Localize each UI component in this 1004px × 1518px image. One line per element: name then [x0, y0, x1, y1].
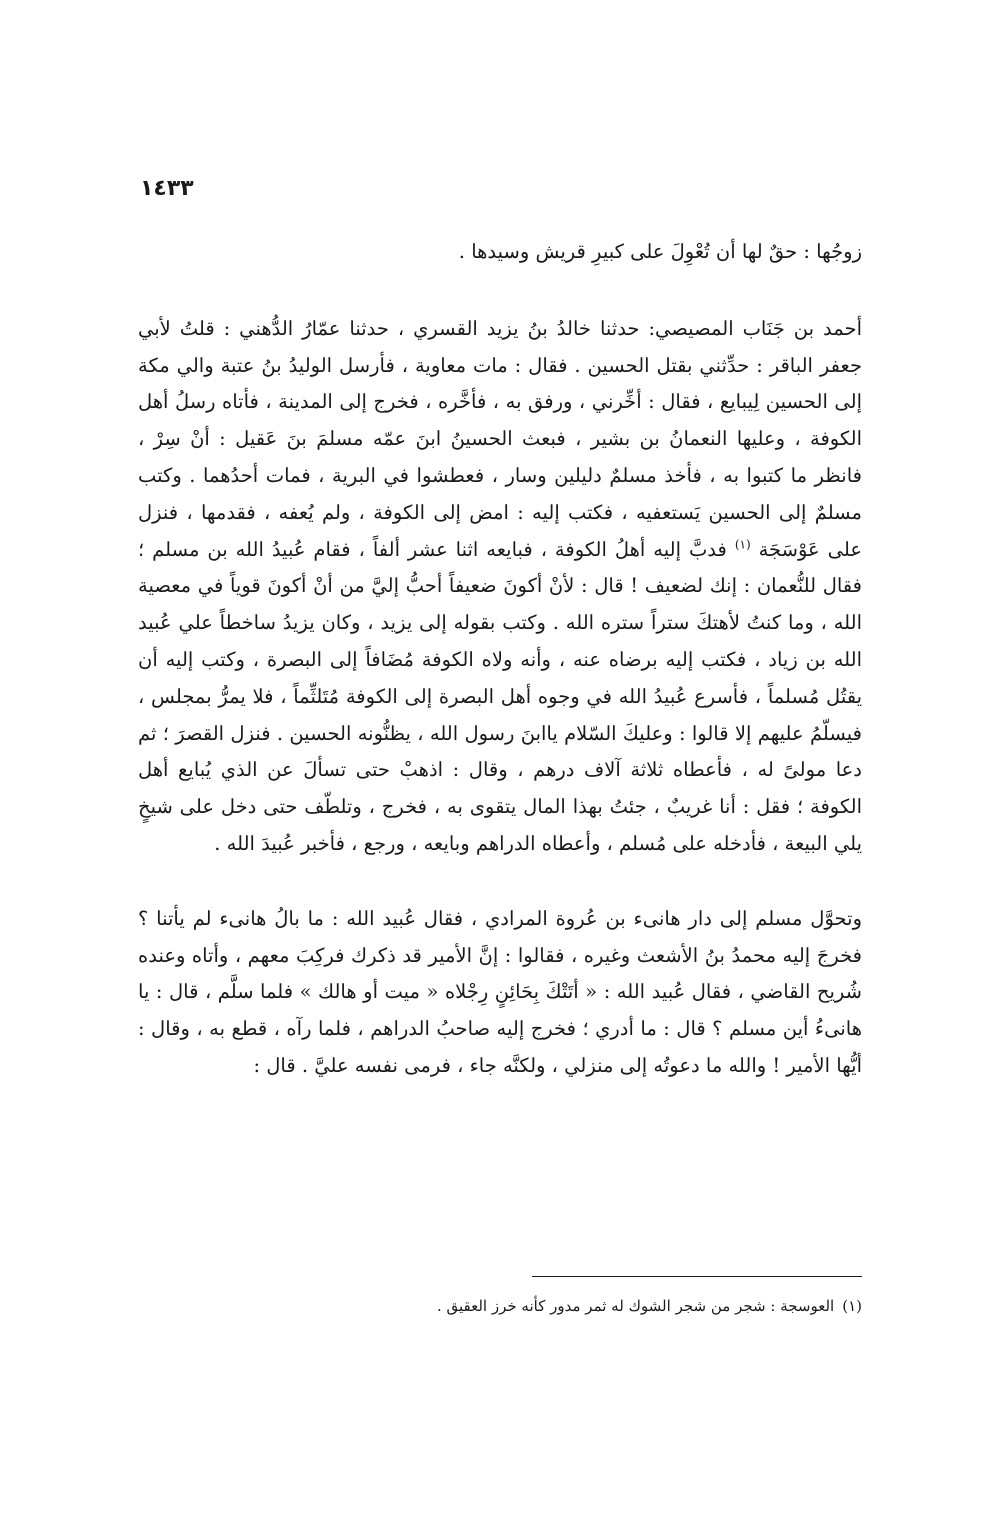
intro-line: زوجُها : حقٌ لها أن تُعْوِلَ على كبيرِ قريش وسيدها . — [458, 240, 862, 263]
footnote-number: (١) — [842, 1297, 862, 1315]
paragraph-1-part-2: فدبَّ إليه أهلُ الكوفة ، فبايعه اثنا عشر ألفاً ، فقام عُبيدُ الله بن مسلم ؛ فقال للنُّعمان : إنك لضعيف ! قال : لأنْ أكونَ ضعيفاً أحبُّ إليَّ من أنْ أكونَ قوياً في معصية الله ، وما كنتُ لأهتكَ ستراً ستره الله . وكتب بقوله إلى يزيد ، وكان يزيدُ ساخطاً علي عُبيد الله بن زياد ، فكتب إليه برضاه عنه ، وأنه ولاه الكوفة مُضَافاً إلى البصرة ، وكتب إليه أن يقتُل مُسلماً ، فأسرع عُبيدُ الله في وجوه أهل البصرة إلى الكوفة مُتَلثِّماً ، فلا يمرُّ بمجلس ، فيسلّمُ عليهم إلا قالوا : وعليكَ السّلام ياابنَ رسول الله ، يظنُّونه الحسين . فنزل القصرَ ؛ ثم دعا مولىً له ، فأعطاه ثلاثة آلاف درهم ، وقال : اذهبْ حتى تسألَ عن الذي يُبايع أهل الكوفة ؛ فقل : أنا غريبٌ ، جئتُ بهذا المال يتقوى به ، فخرج ، وتلطّف حتى دخل على شيخٍ يلي البيعة ، فأدخله على مُسلم ، وأعطاه الدراهم وبايعه ، ورجع ، فأخبر عُبيدَ الله . — [138, 537, 863, 855]
footnote-1 — [138, 1294, 862, 1318]
footnote-reference: (١) — [734, 537, 751, 552]
footnote-divider — [532, 1276, 862, 1277]
paragraph-2-text: وتحوَّل مسلم إلى دار هانىء بن عُروة المرادي ، فقال عُبيد الله : ما بالُ هانىء لم يأتنا ؟ فخرجَ إليه محمدُ بنُ الأشعث وغيره ، فقالوا : إنَّ الأمير قد ذكرك فركِبَ معهم ، وأتاه وعنده شُريح القاضي ، فقال عُبيد الله : « أتَتْكَ بِحَائِنٍ رِجْلاه « ميت أو هالك » فلما سلَّم ، قال : يا هانىءُ أين مسلم ؟ قال : ما أدري ؛ فخرج إليه صاحبُ الدراهم ، فلما رآه ، قطع به ، وقال : أيُّها الأمير ! والله ما دعوتُه إلى منزلي ، ولكنَّه جاء ، فرمى نفسه عليَّ . قال : — [138, 906, 862, 1077]
footnote-text: العوسجة : شجر من شجر الشوك له ثمر مدور كأنه خرز العقيق . — [436, 1297, 835, 1315]
paragraph-1-part-1: أحمد بن جَنَاب المصيصي: حدثنا خالدُ بنُ يزيد القسري ، حدثنا عمّارُ الدُّهني : قلتُ لأبي جعفر الباقر : حدِّثني بقتل الحسين . فقال : مات معاوية ، فأرسل الوليدُ بنُ عتبة والي مكة إلى الحسين لِيبايع ، فقال : أخِّرني ، ورفق به ، فأخَّره ، فخرج إلى المدينة ، فأتاه رسلُ أهل الكوفة ، وعليها النعمانُ بن بشير ، فبعث الحسينُ ابنَ عمّه مسلمَ بنَ عَقيل : أنْ سِرْ ، فانظر ما كتبوا به ، فأخذ مسلمٌ دليلين وسار ، فعطشوا في البرية ، فمات أحدُهما . وكتب مسلمٌ إلى الحسين يَستعفيه ، فكتب إليه : امض إلى الكوفة ، ولم يُعفه ، فقدمها ، فنزل على عَوْسَجَة — [138, 316, 862, 561]
main-text — [138, 234, 862, 1085]
paragraph-1 — [138, 311, 862, 863]
paragraph-2 — [138, 901, 862, 1085]
page-number: ١٤٣٣ — [140, 176, 194, 201]
